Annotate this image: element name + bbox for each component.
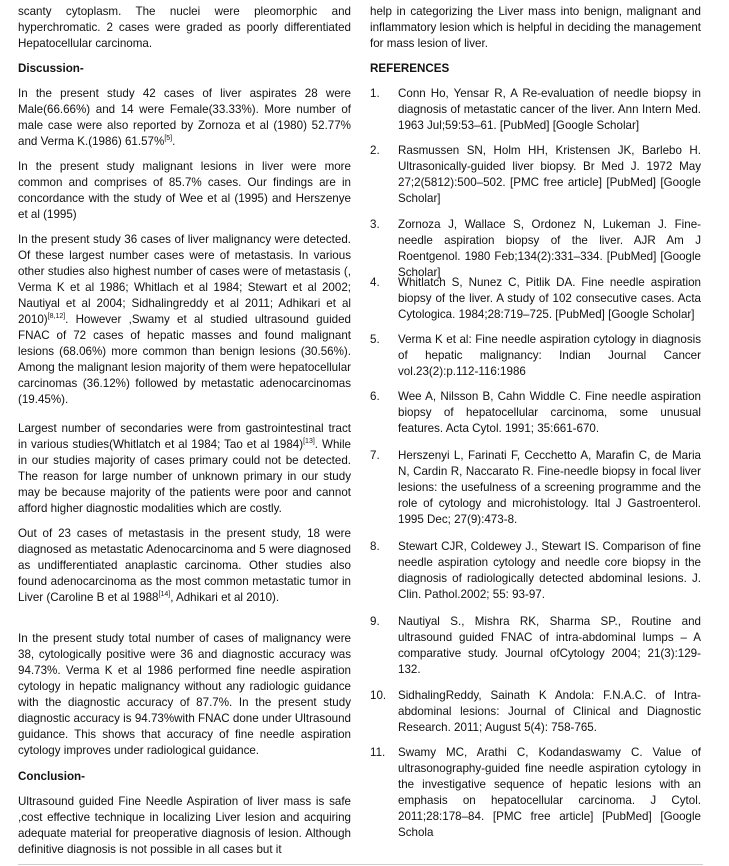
- paragraph-text: . However ,Swamy et al studied ultrasound guided FNAC of 72 cases of hepatic masses and found malignant lesions (68.06%) more common than benign lesions (30.56%). Among the malignant lesion majority of them were hepatocellular carcinomas (36.12%) followed by metastatic adenocarcinomas (19.45%).: [18, 313, 351, 406]
- bottom-rule: [18, 864, 703, 865]
- reference-text: Whitlatch S, Nunez C, Pitlik DA. Fine needle aspiration biopsy of the liver. A study of 102 consecutive cases. Acta Cytologica. 1984;28:719–725. [PubMed] [Google Scholar]: [398, 276, 701, 321]
- reference-number: 7.: [370, 449, 380, 462]
- reference-text: Rasmussen SN, Holm HH, Kristensen JK, Barlebo H. Ultrasonically-guided liver biopsy. Br Med J. 1972 May 27;2(5812):500–502. [PMC free article] [PubMed] [Google Scholar]: [398, 144, 701, 205]
- reference-item: [370, 539, 701, 603]
- reference-text: Swamy MC, Arathi C, Kodandaswamy C. Value of ultrasonography-guided fine needle aspiration cytology in the investigative sequence of hepatic lesions with an emphasis on hepatocellular carcinoma. J Cytol. 2011;28:178–84. [PMC free article] [PubMed] [Google Schola: [398, 746, 701, 839]
- paragraph-text: Largest number of secondaries were from gastrointestinal tract in various studies(Whitlatch et al 1984; Tao et al 1984): [18, 422, 351, 451]
- reference-number: 10.: [370, 689, 387, 702]
- reference-item: [370, 275, 701, 323]
- reference-number: 1.: [370, 87, 380, 100]
- discussion-paragraph-2: In the present study malignant lesions in liver were more common and comprises of 85.7% cases. Our findings are in concordance with the study of Wee et al (1995) and Herszenye et al (1995): [18, 160, 351, 221]
- reference-item: [370, 332, 701, 380]
- reference-item: [370, 86, 701, 134]
- reference-number: 11.: [370, 746, 386, 759]
- paragraph-text: .: [172, 135, 176, 148]
- conclusion-paragraph: Ultrasound guided Fine Needle Aspiration of liver mass is safe ,cost effective technique in localizing Liver lesion and acquiring adequate material for preoperative diagnosis of lesion. Although definitive diagnosis is not possible in all cases but it: [18, 795, 351, 856]
- citation-superscript: [8,12]: [47, 313, 66, 321]
- discussion-paragraph-1: [18, 86, 351, 150]
- paragraph-text: In the present study 36 cases of liver malignancy were detected. Of these largest number cases were of metastasis. In various other studies also highest number of cases were of metastasis (, Verma K et al 1986; Whitlach et al 1984; Stewart et al 2002; Nautiyal et al 2004; Sidhalingreddy et al 2011; Adhikari et al 2010): [18, 233, 351, 326]
- paragraph-text: . While in our studies majority of cases primary could not be detected. The reason for large number of unknown primary in our study may be because majority of the patients were poor and cannot afford higher diagnostic modalities which are costly.: [18, 438, 351, 515]
- discussion-paragraph-3: [18, 232, 351, 408]
- discussion-paragraph-4: [18, 421, 351, 517]
- reference-number: 3.: [370, 218, 380, 231]
- intro-paragraph: scanty cytoplasm. The nuclei were pleomorphic and hyperchromatic. 2 cases were graded as poorly differentiated Hepatocellular carcinoma.: [18, 5, 351, 50]
- paragraph-text: , Adhikari et al 2010).: [170, 591, 280, 604]
- reference-number: 8.: [370, 540, 380, 553]
- reference-text: SidhalingReddy, Sainath K Andola: F.N.A.C. of Intra-abdominal lesions: Journal of Clinical and Diagnostic Research. 2011; August 5(4): 758-765.: [398, 689, 701, 734]
- paragraph-text: In the present study 42 cases of liver aspirates 28 were Male(66.66%) and 14 were Female(33.33%). More number of male case were also reported by Zornoza et al (1980) 52.77% and Verma K.(1986) 61.57%: [18, 87, 351, 148]
- conclusion-heading: Conclusion-: [18, 770, 85, 783]
- discussion-paragraph-6: In the present study total number of cases of malignancy were 38, cytologically positive were 36 and diagnostic accuracy was 94.73%. Verma K et al 1986 performed fine needle aspiration cytology in hepatic malignancy without any radiologic guidance with the diagnostic accuracy of 87.7%. In the present study diagnostic accuracy is 94.73%with FNAC done under Ultrasound guidance. This shows that accuracy of fine needle aspiration cytology improves under radiological guidance.: [18, 632, 351, 757]
- reference-item: [370, 614, 701, 678]
- citation-superscript: [14]: [158, 591, 171, 599]
- reference-text: Wee A, Nilsson B, Cahn Widdle C. Fine needle aspiration biopsy of hepatocellular carcinoma, some unusual features. Acta Cytol. 1991; 35:661-670.: [398, 390, 701, 435]
- reference-number: 2.: [370, 144, 380, 157]
- reference-text: Zornoza J, Wallace S, Ordonez N, Lukeman J. Fine-needle aspiration biopsy of the liver. AJR Am J Roentgenol. 1980 Feb;134(2):331–334. [PubMed] [Google Scholar]: [398, 218, 701, 279]
- intro-paragraph: help in categorizing the Liver mass into benign, malignant and inflammatory lesion which is helpful in deciding the management for mass lesion of liver.: [370, 5, 701, 50]
- reference-item: [370, 688, 701, 736]
- paragraph-text: Out of 23 cases of metastasis in the present study, 18 were diagnosed as metastatic Adenocarcinoma and 5 were diagnosed as undifferentiated anaplastic carcinoma. Other studies also found adenocarcinoma as the most common metastatic tumor in Liver (Caroline B et al 1988: [18, 527, 351, 604]
- reference-text: Verma K et al: Fine needle aspiration cytology in diagnosis of hepatic malignancy: Indian Journal Cancer vol.23(2):p.112-116:1986: [398, 333, 701, 378]
- citation-superscript: [5]: [164, 135, 173, 143]
- discussion-heading: Discussion-: [18, 62, 84, 75]
- reference-number: 5.: [370, 333, 380, 346]
- reference-item: [370, 389, 701, 437]
- reference-text: Conn Ho, Yensar R, A Re-evaluation of needle biopsy in diagnosis of metastatic cancer of the liver. Ann Intern Med. 1963 Jul;59:53–61. [PubMed] [Google Scholar]: [398, 87, 701, 132]
- reference-item: [370, 745, 701, 841]
- reference-number: 6.: [370, 390, 380, 403]
- reference-item: [370, 143, 701, 207]
- reference-text: Herszenyi L, Farinati F, Cecchetto A, Marafin C, de Maria N, Cardin R, Naccarato R. Fine-needle biopsy in focal liver lesions: the usefulness of a screening programme and the role of cytology and microhistology. Ital J Gastroenterol. 1995 Dec; 27(9):473-8.: [398, 449, 701, 526]
- reference-item: [370, 217, 701, 281]
- reference-item: [370, 448, 701, 528]
- reference-text: Nautiyal S., Mishra RK, Sharma SP., Routine and ultrasound guided FNAC of intra-abdominal lumps – A comparative study. Journal ofCytology 2004; 21(3):129-132.: [398, 615, 701, 676]
- reference-number: 9.: [370, 615, 380, 628]
- discussion-paragraph-5: [18, 526, 351, 606]
- reference-number: 4.: [370, 276, 380, 289]
- reference-text: Stewart CJR, Coldewey J., Stewart IS. Comparison of fine needle aspiration cytology and needle core biopsy in the diagnosis of radiologically detected abdominal lesions. J. Clin. Pathol.2002; 55: 93-97.: [398, 540, 701, 601]
- citation-superscript: [13]: [303, 438, 315, 446]
- references-heading: REFERENCES: [370, 62, 450, 75]
